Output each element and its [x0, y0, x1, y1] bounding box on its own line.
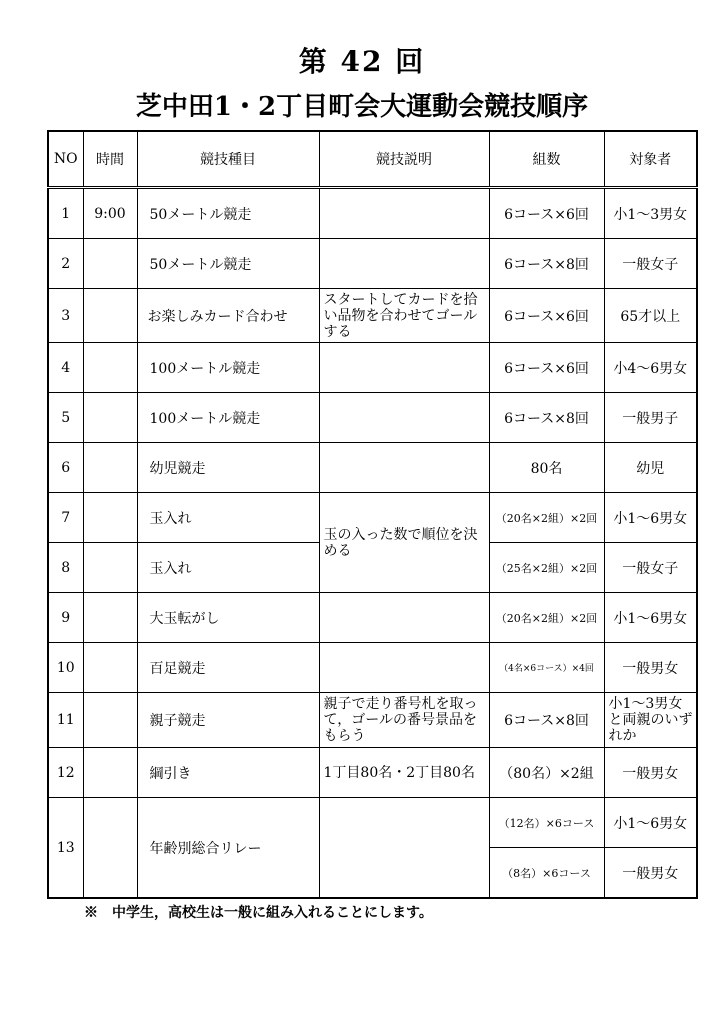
- cell-time: [83, 239, 137, 289]
- cell-desc: [319, 443, 489, 493]
- cell-time: [83, 798, 137, 899]
- cell-groups: 6コース×8回: [489, 393, 604, 443]
- page-subtitle: 芝中田1・2丁目町会大運動会競技順序: [135, 92, 589, 122]
- cell-time: [83, 748, 137, 798]
- cell-desc: [319, 798, 489, 899]
- table-row: [48, 289, 697, 343]
- cell-target: 65才以上: [604, 289, 697, 343]
- cell-target: 小1～6男女: [604, 493, 697, 543]
- cell-time: [83, 593, 137, 643]
- cell-groups: （8名）×6コース: [489, 848, 604, 899]
- cell-desc: 1丁目80名・2丁目80名: [319, 748, 489, 798]
- table-row: [48, 393, 697, 443]
- cell-event: 大玉転がし: [137, 593, 319, 643]
- cell-target: 小1～3男女: [604, 188, 697, 239]
- cell-time: [83, 343, 137, 393]
- cell-event: 綱引き: [137, 748, 319, 798]
- cell-time: [83, 443, 137, 493]
- table-header-row: [48, 131, 697, 188]
- cell-no: 6: [48, 443, 83, 493]
- page-title: 第 42 回: [298, 45, 426, 78]
- footnote: ※ 中学生，高校生は一般に組み入れることにします。: [84, 905, 433, 921]
- cell-groups: 6コース×6回: [489, 188, 604, 239]
- cell-time: 9:00: [83, 188, 137, 239]
- cell-groups: （25名×2組）×2回: [489, 543, 604, 593]
- cell-desc: [319, 593, 489, 643]
- cell-no: 9: [48, 593, 83, 643]
- table-row: [48, 643, 697, 693]
- table-row: [48, 593, 697, 643]
- cell-event: 年齢別総合リレー: [137, 798, 319, 899]
- cell-target: 一般男女: [604, 848, 697, 899]
- cell-target: 小4～6男女: [604, 343, 697, 393]
- cell-event: 100メートル競走: [137, 393, 319, 443]
- cell-event: 50メートル競走: [137, 188, 319, 239]
- cell-groups: （80名）×2組: [489, 748, 604, 798]
- cell-desc: 親子で走り番号札を取って，ゴールの番号景品をもらう: [319, 693, 489, 748]
- cell-desc: 玉の入った数で順位を決める: [319, 493, 489, 593]
- cell-event: 100メートル競走: [137, 343, 319, 393]
- cell-no: 13: [48, 798, 83, 899]
- cell-groups: 80名: [489, 443, 604, 493]
- table-row: [48, 493, 697, 543]
- cell-event: 50メートル競走: [137, 239, 319, 289]
- header-no: NO: [48, 131, 83, 188]
- cell-no: 7: [48, 493, 83, 543]
- cell-no: 2: [48, 239, 83, 289]
- cell-groups: （4名×6コース）×4回: [489, 643, 604, 693]
- cell-time: [83, 693, 137, 748]
- header-groups: 組数: [489, 131, 604, 188]
- cell-no: 4: [48, 343, 83, 393]
- schedule-table: [47, 130, 698, 899]
- cell-desc: [319, 188, 489, 239]
- header-time: 時間: [83, 131, 137, 188]
- table-row: [48, 748, 697, 798]
- cell-desc: [319, 239, 489, 289]
- cell-event: 玉入れ: [137, 543, 319, 593]
- cell-groups: （20名×2組）×2回: [489, 593, 604, 643]
- cell-target: 一般男女: [604, 748, 697, 798]
- cell-groups: （20名×2組）×2回: [489, 493, 604, 543]
- header-target: 対象者: [604, 131, 697, 188]
- cell-target: 小1～6男女: [604, 593, 697, 643]
- cell-event: 百足競走: [137, 643, 319, 693]
- table-row: [48, 239, 697, 289]
- cell-target: 一般女子: [604, 543, 697, 593]
- cell-desc: [319, 393, 489, 443]
- table-row: [48, 798, 697, 848]
- header-event: 競技種目: [137, 131, 319, 188]
- table-row: [48, 443, 697, 493]
- cell-no: 12: [48, 748, 83, 798]
- cell-groups: （12名）×6コース: [489, 798, 604, 848]
- cell-groups: 6コース×6回: [489, 343, 604, 393]
- cell-groups: 6コース×8回: [489, 693, 604, 748]
- cell-desc: [319, 343, 489, 393]
- cell-time: [83, 393, 137, 443]
- cell-target: 幼児: [604, 443, 697, 493]
- cell-no: 8: [48, 543, 83, 593]
- cell-no: 10: [48, 643, 83, 693]
- cell-time: [83, 493, 137, 543]
- cell-no: 11: [48, 693, 83, 748]
- cell-event: 親子競走: [137, 693, 319, 748]
- cell-time: [83, 289, 137, 343]
- cell-target: 小1～6男女: [604, 798, 697, 848]
- cell-event: 玉入れ: [137, 493, 319, 543]
- cell-target: 小1～3男女と両親のいずれか: [604, 693, 697, 748]
- table-row: [48, 693, 697, 748]
- cell-time: [83, 543, 137, 593]
- cell-groups: 6コース×8回: [489, 239, 604, 289]
- cell-target: 一般女子: [604, 239, 697, 289]
- cell-desc: スタートしてカードを拾い品物を合わせてゴールする: [319, 289, 489, 343]
- cell-no: 3: [48, 289, 83, 343]
- table-row: [48, 343, 697, 393]
- cell-no: 5: [48, 393, 83, 443]
- cell-groups: 6コース×6回: [489, 289, 604, 343]
- cell-no: 1: [48, 188, 83, 239]
- cell-target: 一般男女: [604, 643, 697, 693]
- cell-time: [83, 643, 137, 693]
- table-row: [48, 188, 697, 239]
- cell-target: 一般男子: [604, 393, 697, 443]
- cell-desc: [319, 643, 489, 693]
- header-desc: 競技説明: [319, 131, 489, 188]
- cell-event: 幼児競走: [137, 443, 319, 493]
- cell-event: お楽しみカード合わせ: [137, 289, 319, 343]
